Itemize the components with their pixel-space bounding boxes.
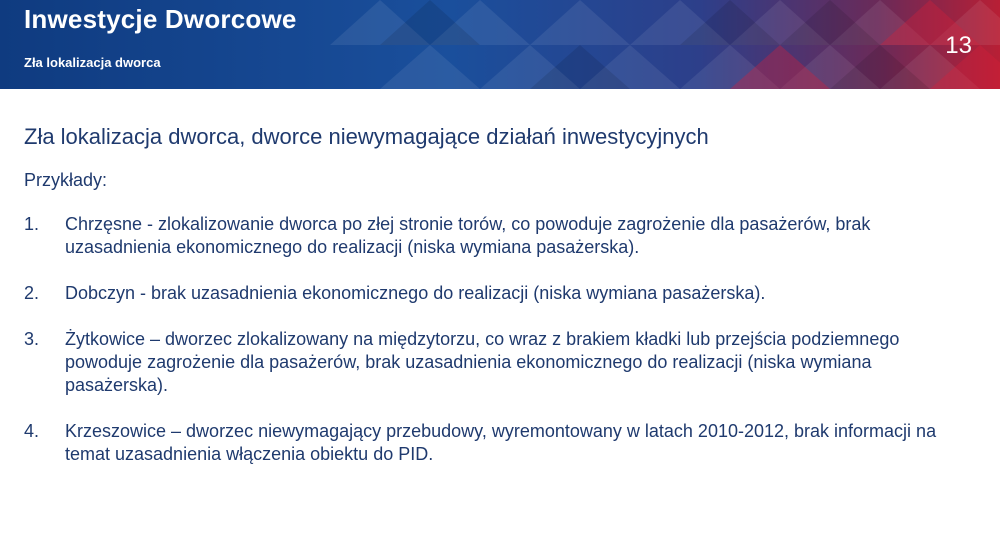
examples-list xyxy=(24,213,964,466)
list-item-number: 1. xyxy=(24,214,40,234)
list-item-number: 3. xyxy=(24,329,40,349)
list-item-text: Chrzęsne - zlokalizowanie dworca po złej stronie torów, co powoduje zagrożenie dla pasażerów, brak uzasadnienia ekonomicznego do realizacji (niska wymiana pasażerska). xyxy=(65,214,871,257)
content-heading: Zła lokalizacja dworca, dworce niewymagające działań inwestycyjnych xyxy=(24,124,709,149)
slide-subtitle: Zła lokalizacja dworca xyxy=(24,55,161,70)
slide-title: Inwestycje Dworcowe xyxy=(24,4,297,34)
list-item xyxy=(24,282,964,305)
list-item-number: 4. xyxy=(24,421,40,441)
list-item xyxy=(24,328,964,397)
list-item-text: Żytkowice – dworzec zlokalizowany na międzytorzu, co wraz z brakiem kładki lub przejścia podziemnego powoduje zagrożenie dla pasażerów, brak uzasadnienia ekonomicznego do realizacji (niska wymiana pasażerska). xyxy=(65,329,900,395)
list-item-number: 2. xyxy=(24,283,40,303)
page-number: 13 xyxy=(945,32,972,59)
slide-content xyxy=(24,124,964,489)
slide-header xyxy=(0,0,1000,89)
list-item-text: Dobczyn - brak uzasadnienia ekonomicznego do realizacji (niska wymiana pasażerska). xyxy=(65,283,766,303)
list-item xyxy=(24,420,964,466)
list-item-text: Krzeszowice – dworzec niewymagający przebudowy, wyremontowany w latach 2010-2012, brak informacji na temat uzasadnienia włączenia obiektu do PID. xyxy=(65,421,937,464)
list-item xyxy=(24,213,964,259)
examples-label: Przykłady: xyxy=(24,170,108,190)
